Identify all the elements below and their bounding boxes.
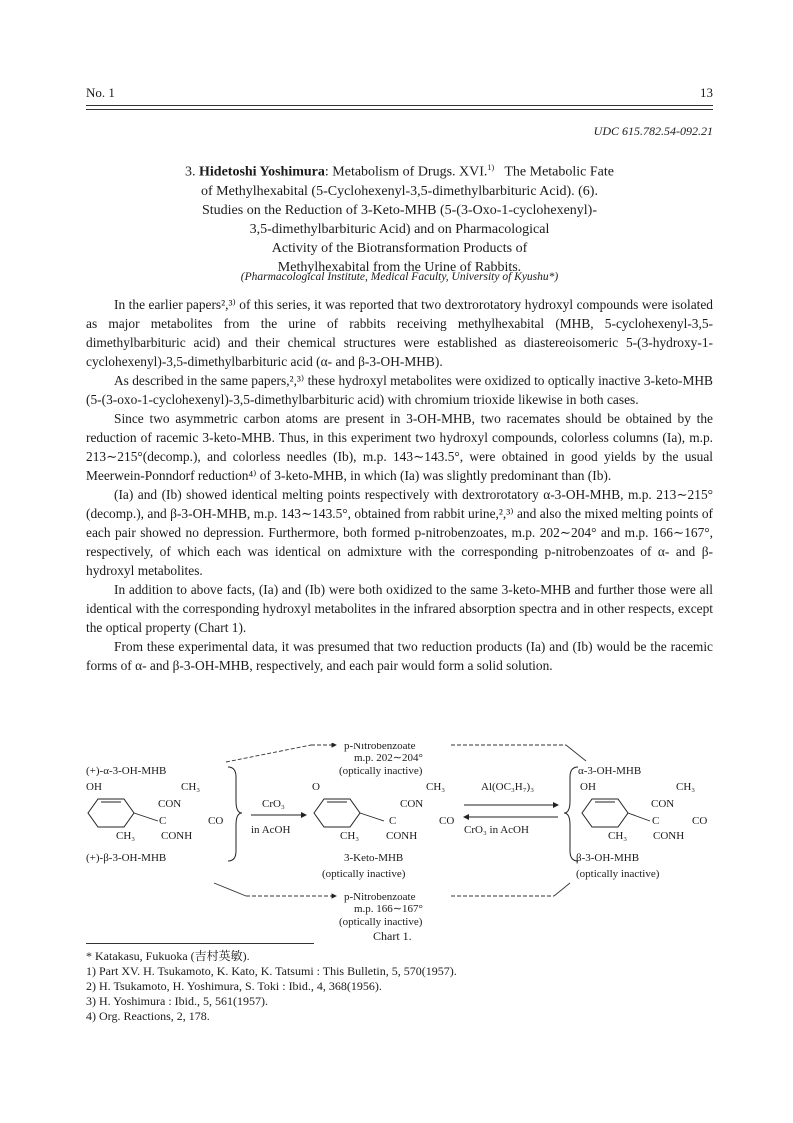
udc-code: UDC 615.782.54-092.21 <box>593 124 713 138</box>
struct-right-ch3-low: CH₃ <box>608 830 628 842</box>
reaction-chart <box>86 743 713 943</box>
bottom-product-mp: m.p. 166∼167° <box>354 903 423 915</box>
paragraph-4: (Ia) and (Ib) showed identical melting points respectively with dextrorotatory α-3-OH-MHB, m.p. 213∼215°(decomp.), and β-3-OH-MHB, m.p. 143∼143.5°, obtained from rabbit urine,²,³⁾ and also the mixed melting points of each pair showed no depression. Furthermore, both formed p-nitrobenzoates, m.p. 202∼204° and m.p. 166∼167°, respectively, of which each was identical on admixture with the corresponding p-nitrobenzoates of α- and β-hydroxyl metabolites. <box>86 487 713 578</box>
right-top-label: α-3-OH-MHB <box>578 765 642 777</box>
reagent-cro3-conditions: in AcOH <box>251 824 291 836</box>
article-title <box>86 158 713 277</box>
center-compound-note: (optically inactive) <box>322 868 406 880</box>
title-line4: 3,5-dimethylbarbituric Acid) and on Pharmacological <box>249 221 550 237</box>
paragraph-2: As described in the same papers,²,³⁾ these hydroxyl metabolites were oxidized to optically inactive 3-keto-MHB (5-(3-oxo-1-cyclohexenyl)-3,5-dimethylbarbituric acid) with chromium trioxide likewise in both cases. <box>86 373 713 407</box>
center-compound-label: 3-Keto-MHB <box>344 852 404 864</box>
author-name: Hidetoshi Yoshimura <box>199 164 325 180</box>
title-line2: of Methylhexabital (5-Cyclohexenyl-3,5-dimethylbarbituric Acid). (6). <box>201 183 598 199</box>
title-line5: Activity of the Biotransformation Products of <box>271 240 528 256</box>
struct-right-con: CON <box>651 798 675 810</box>
left-cyclohexene-ring <box>88 799 134 827</box>
bottom-product-note: (optically inactive) <box>339 916 423 928</box>
reagent-cro3-in-acoh: CrO₃ in AcOH <box>464 824 529 836</box>
title-line1-tail: The Metabolic Fate <box>494 164 614 180</box>
left-brace <box>228 767 242 861</box>
title-line3: Studies on the Reduction of 3-Keto-MHB (5-(3-Oxo-1-cyclohexenyl)- <box>201 202 597 218</box>
chart-caption: Chart 1. <box>373 929 412 943</box>
top-route-arrow-right <box>566 745 586 761</box>
title-line1: : Metabolism of Drugs. XVI. <box>324 164 488 180</box>
struct-center-co: CO <box>439 815 455 827</box>
article-number: 3. <box>185 164 196 180</box>
struct-center-ch3-low: CH₃ <box>340 830 360 842</box>
struct-left-ch3-low: CH₃ <box>116 830 136 842</box>
header-rule-2 <box>86 109 713 110</box>
right-note: (optically inactive) <box>576 868 660 880</box>
struct-center-o: O <box>312 781 320 793</box>
struct-left-ch3: CH₃ <box>181 781 201 793</box>
top-product-mp: m.p. 202∼204° <box>354 752 423 764</box>
struct-right-c: C <box>652 815 660 827</box>
struct-right-conh: CONH <box>653 830 685 842</box>
paragraph-1: In the earlier papers²,³⁾ of this series, it was reported that two dextrorotatory hydroxyl compounds were isolated as major metabolites from the urine of rabbits receiving methylhexabital (MHB, 5-cyclohexenyl-3,5-dimethylbarbituric acid) and their chemical structures were established as diastereoisomeric 5-(3-hydroxy-1-cyclohexenyl)-3,5-dimethylbarbituric acid (α- and β-3-OH-MHB). <box>86 297 713 369</box>
center-ring-c5-bond <box>360 813 384 821</box>
paragraph-3: Since two asymmetric carbon atoms are present in 3-OH-MHB, two racemates should be obtained by the reduction of racemic 3-keto-MHB. Thus, in this experiment two hydroxyl compounds, colorless columns (Ia), m.p. 213∼215°(decomp.), and colorless needles (Ib), m.p. 143∼143.5°, were obtained in good yields by the usual Meerwein-Ponndorf reduction⁴⁾ of 3-keto-MHB, in which (Ia) was slightly predominant than (Ib). <box>86 411 713 483</box>
struct-center-c: C <box>389 815 397 827</box>
article-body <box>86 295 713 675</box>
footnote-affiliation: * Katakasu, Fukuoka (吉村英敏). <box>86 949 250 963</box>
right-bottom-label: β-3-OH-MHB <box>576 852 640 864</box>
reagent-aluminium-isopropoxide: Al(OC₃H₇)₃ <box>481 781 535 793</box>
right-cyclohexene-ring <box>582 799 628 827</box>
title-footnote-ref: 1) <box>487 163 495 172</box>
footnote-2: 2) H. Tsukamoto, H. Yoshimura, S. Toki : Ibid., 4, 368(1956). <box>86 979 382 993</box>
left-bottom-label: (+)-β-3-OH-MHB <box>86 852 167 864</box>
bottom-route-arrow-right <box>554 883 570 896</box>
struct-left-co: CO <box>208 815 224 827</box>
struct-right-oh: OH <box>580 781 596 793</box>
struct-right-co: CO <box>692 815 708 827</box>
top-product-note: (optically inactive) <box>339 765 423 777</box>
right-brace <box>564 767 578 861</box>
struct-center-con: CON <box>400 798 424 810</box>
paragraph-5: In addition to above facts, (Ia) and (Ib) were both oxidized to the same 3-keto-MHB and further those were all identical with the corresponding hydroxyl metabolites in the infrared absorption spectra and in other respects, except the optical property (Chart 1). <box>86 582 713 635</box>
struct-center-conh: CONH <box>386 830 418 842</box>
reagent-cro3: CrO₃ <box>262 798 285 810</box>
left-ring-c5-bond <box>134 813 158 821</box>
bottom-route-arrow-left <box>214 883 246 896</box>
struct-center-ch3: CH₃ <box>426 781 446 793</box>
header-rule <box>86 105 713 106</box>
page-number: 13 <box>700 85 713 100</box>
struct-left-oh: OH <box>86 781 102 793</box>
top-route-arrow-left <box>226 745 311 762</box>
struct-left-con: CON <box>158 798 182 810</box>
struct-right-ch3: CH₃ <box>676 781 696 793</box>
struct-left-conh: CONH <box>161 830 193 842</box>
title-line6: Methylhexabital from the Urine of Rabbits. <box>277 259 522 275</box>
bottom-product-label: p-Nitrobenzoate <box>344 891 416 903</box>
footnote-4: 4) Org. Reactions, 2, 178. <box>86 1009 210 1023</box>
footnote-1: 1) Part XV. H. Tsukamoto, K. Kato, K. Tatsumi : This Bulletin, 5, 570(1957). <box>86 964 457 978</box>
affiliation: (Pharmacological Institute, Medical Faculty, University of Kyushu*) <box>240 271 559 283</box>
footnote-rule <box>86 943 314 944</box>
struct-left-c: C <box>159 815 167 827</box>
top-product-label: p-Nitrobenzoate <box>344 743 416 752</box>
left-top-label: (+)-α-3-OH-MHB <box>86 765 167 777</box>
paragraph-6: From these experimental data, it was presumed that two reduction products (Ia) and (Ib) would be the racemic forms of α- and β-3-OH-MHB, respectively, and each pair would form a solid solution. <box>86 639 713 673</box>
journal-issue: No. 1 <box>86 85 115 100</box>
right-ring-c5-bond <box>628 813 650 821</box>
footnote-3: 3) H. Yoshimura : Ibid., 5, 561(1957). <box>86 994 268 1008</box>
center-cyclohexenone-ring <box>314 799 360 827</box>
